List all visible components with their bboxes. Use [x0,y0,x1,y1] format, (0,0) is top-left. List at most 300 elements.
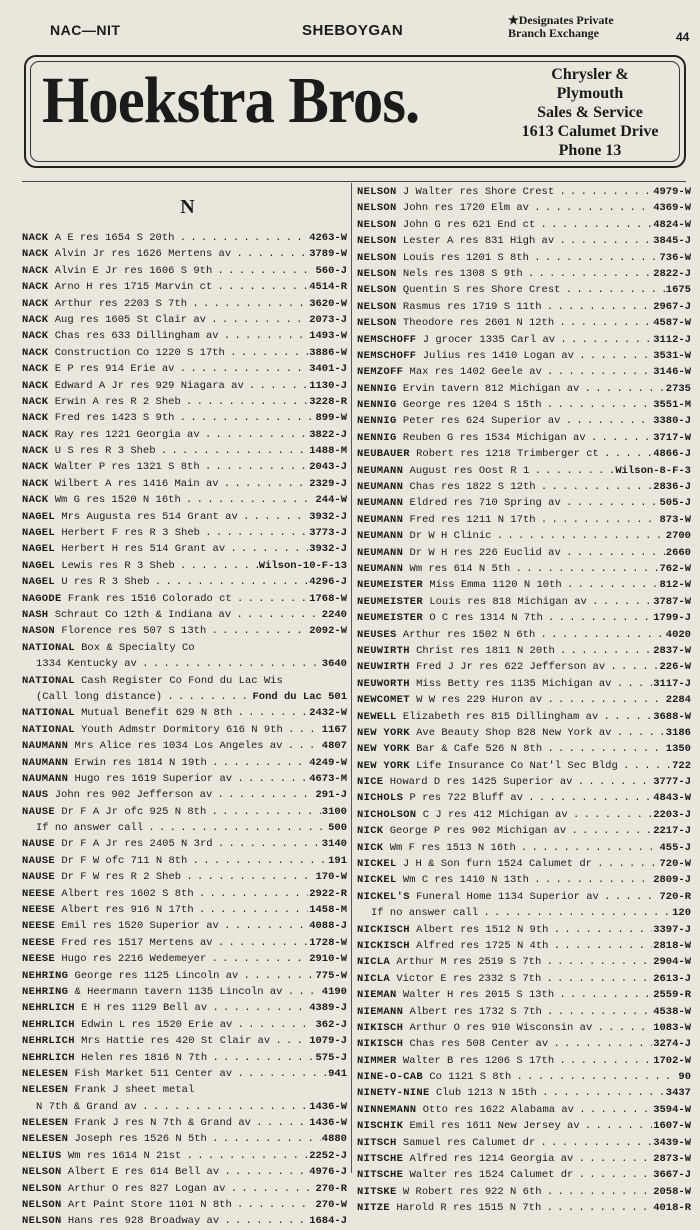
entry-text [357,823,652,839]
entry-phone: 2660 [665,546,691,559]
entry-text [357,1053,652,1069]
page-header [0,0,700,46]
entry-phone: 1436-W [309,1117,347,1130]
entry-phone: 3401-J [309,363,347,376]
entry-text [22,935,308,951]
entry-text [22,574,308,590]
entry-phone: 2967-J [653,300,691,313]
entry-details: (Call long distance) [36,690,163,703]
entry-phone: 2822-J [653,267,691,280]
entry-phone: 2613-J [653,972,691,985]
entry-text [357,250,658,266]
entry-text [22,804,321,820]
entry-details: Reuben G res 1534 Michigan av [402,431,586,444]
directory-entry [22,771,347,787]
entry-details: Florence res 507 S 13th [61,625,207,638]
entry-surname: NACK [22,395,49,408]
directory-entry [22,492,347,508]
entry-details: Max res 1402 Geele av [409,366,542,379]
entry-phone: 3932-J [309,510,347,523]
entry-text [22,1164,308,1180]
entry-text [22,492,314,508]
entry-phone: 1684-J [309,1215,347,1228]
directory-entry [357,987,691,1003]
entry-text [357,1020,652,1036]
entry-surname: NATIONAL [22,707,75,720]
entry-phone: 560-J [315,264,347,277]
entry-details: Wilbert A res 1416 Main av [54,477,219,490]
entry-details: Albert E res 614 Bell av [67,1166,220,1179]
entry-text [22,279,308,295]
entry-text [357,217,652,233]
entry-text [22,410,314,426]
directory-entry [357,840,691,856]
entry-surname: NIMMER [357,1054,397,1067]
entry-phone: 2910-W [309,953,347,966]
entry-phone: Wilson-8-F-3 [615,464,691,477]
entry-phone: 2092-W [309,625,347,638]
entry-phone: 455-J [659,841,691,854]
entry-details: Louis res 1201 S 8th [402,251,529,264]
directory-entry [22,1164,347,1180]
entry-details: Wm res 614 N 5th [409,562,511,575]
entry-surname: NICKEL [357,874,397,887]
directory-entry [357,1085,691,1101]
entry-surname: NICHOLS [357,792,404,805]
entry-phone: 1350 [665,743,691,756]
entry-details: George P res 902 Michigan av [389,825,567,838]
entry-surname: NICK [357,841,384,854]
entry-details: Erwin A res R 2 Sheb [54,395,181,408]
legend-line-1: ★Designates Private [508,13,614,27]
entry-surname: NELIUS [22,1149,62,1162]
entry-details: Fred res 1211 N 17th [409,513,536,526]
entry-details: Wm res 1614 N 21st [67,1149,182,1162]
entry-phone: 4190 [321,985,347,998]
entry-text [22,427,308,443]
entry-phone: 1607-W [653,1120,691,1133]
directory-entry [357,774,691,790]
entry-text [22,722,321,738]
entry-surname: NEESE [22,953,56,966]
entry-text [22,836,321,852]
directory-entry [357,1036,691,1052]
entry-text [357,790,652,806]
entry-surname: NIKISCH [357,1021,404,1034]
entry-phone: 722 [672,759,691,772]
entry-phone: 170-W [315,871,347,884]
directory-entry [357,217,691,233]
entry-details: Peter res 624 Superior av [402,415,561,428]
entry-text [22,869,314,885]
directory-entry [22,951,347,967]
directory-entry [357,807,691,823]
directory-entry [22,410,347,426]
entry-surname: NIEMAN [357,989,397,1002]
entry-phone: 2559-R [653,989,691,1002]
section-divider [22,181,686,182]
entry-phone: 1130-J [309,379,347,392]
entry-phone: 3274-J [653,1038,691,1051]
entry-text [22,1017,314,1033]
entry-details: Miss Emma 1120 N 10th [429,579,562,592]
entry-surname: NICKISCH [357,923,410,936]
entry-details: J grocer 1335 Carl av [422,333,556,346]
entry-text [22,902,308,918]
directory-entry [22,509,347,525]
entry-details: Fred res 1423 S 9th [54,412,175,425]
entry-phone: 2058-W [653,1185,691,1198]
directory-entry [22,787,347,803]
entry-phone: 4088-J [309,920,347,933]
entry-phone: 191 [328,854,347,867]
entry-surname: NEW YORK [357,759,410,772]
entry-details: Arno H res 1715 Marvin ct [54,281,213,294]
ad-line-4: 1613 Calumet Drive [521,123,659,140]
entry-phone: 3594-W [653,1103,691,1116]
entry-phone: 3380-J [653,415,691,428]
entry-text [22,541,308,557]
entry-text [22,509,308,525]
directory-entry [357,364,691,380]
directory-entry [22,689,347,705]
entry-phone: 362-J [315,1018,347,1031]
entry-text [22,623,308,639]
entry-details: Bar & Cafe 526 N 8th [416,743,543,756]
entry-text [371,905,671,921]
entry-phone: 2240 [321,608,347,621]
entry-surname: NELSON [357,284,397,297]
entry-surname: NEHRLICH [22,1018,75,1031]
directory-entry [357,479,691,495]
entry-surname: NACK [22,461,49,474]
entry-details: Helen res 1816 N 7th [81,1051,208,1064]
entry-details: O C res 1314 N 7th [429,612,543,625]
directory-entry [357,495,691,511]
entry-surname: NELSON [357,235,397,248]
directory-entry [357,938,691,954]
entry-phone: 1436-W [309,1100,347,1113]
entry-details: W W res 229 Huron av [416,694,543,707]
entry-surname: NEESE [22,887,56,900]
entry-phone: 3822-J [309,428,347,441]
entry-surname: NAGODE [22,592,62,605]
entry-text [22,1197,314,1213]
entry-phone: 3688-W [653,710,691,723]
entry-phone: 775-W [315,969,347,982]
entry-phone: 941 [328,1067,347,1080]
ad-line-3: Sales & Service [537,104,643,121]
entry-details: C J res 412 Michigan av [422,808,568,821]
entry-text [22,787,314,803]
entry-details: Arthur res 1502 N 6th [402,628,536,641]
directory-entry [357,1053,691,1069]
entry-details: Lester A res 831 High av [402,235,555,248]
directory-entry [357,922,691,938]
entry-phone: 4018-R [653,1202,691,1215]
entry-phone: 3117-J [653,677,691,690]
entry-details: John G res 621 End ct [402,218,536,231]
entry-details: Emil res 1611 New Jersey av [409,1120,580,1133]
entry-details: Aug res 1605 St Clair av [54,313,206,326]
entry-text [357,676,652,692]
directory-entry [22,361,347,377]
directory-entry [22,738,347,754]
entry-text [357,594,652,610]
entry-details: Albert res 1512 N 9th [416,923,549,936]
entry-details: E P res 914 Erie av [54,363,175,376]
entry-phone: 4976-J [309,1166,347,1179]
entry-text [357,889,658,905]
directory-entry [357,823,691,839]
entry-phone: 899-W [315,412,347,425]
entry-surname: NEUWIRTH [357,644,410,657]
entry-text [22,771,308,787]
entry-surname: NELSON [357,267,397,280]
entry-details: A E res 1654 S 20th [54,232,175,244]
entry-text [22,296,308,312]
entry-text [357,758,671,774]
directory-entry [22,1197,347,1213]
entry-text [357,381,665,397]
directory-entry [22,443,347,459]
entry-surname: NELSON [22,1215,62,1228]
directory-entry [357,397,691,413]
entry-phone: 291-J [315,789,347,802]
entry-details: Theodore res 2601 N 12th [402,317,555,330]
entry-surname: NACK [22,248,49,261]
directory-entry [357,676,691,692]
directory-entry [357,692,691,708]
entry-phone: 2904-W [653,956,691,969]
entry-text [357,512,658,528]
entry-text [357,545,665,561]
entry-text [357,709,652,725]
entry-phone: 1167 [321,723,347,736]
entry-surname: NATIONAL [22,723,75,736]
entry-details: Wm F res 1513 N 16th [389,841,516,854]
entry-details: Club 1213 N 15th [435,1087,537,1100]
entry-details: Mrs Augusta res 514 Grant av [61,510,238,523]
directory-entry [357,430,691,446]
entry-phone: 2073-J [309,313,347,326]
entry-details: If no answer call [371,907,479,920]
entry-phone: 3397-J [653,923,691,936]
entry-phone: 3228-R [309,395,347,408]
directory-entry [357,790,691,806]
directory-entry [22,804,347,820]
entry-surname: NELSON [357,202,397,215]
entry-details: Otto res 1622 Alabama av [422,1103,574,1116]
entry-details: Dr F W res R 2 Sheb [61,871,182,884]
directory-entry [22,230,347,246]
left-entry-list [22,230,347,1230]
entry-details: Miss Betty res 1135 Michigan av [416,677,612,690]
directory-entry [22,1050,347,1066]
ad-line-1: Chrysler & [551,66,629,83]
directory-entry [357,545,691,561]
entry-details: Alvin Jr res 1626 Mertens av [54,248,232,261]
entry-details: Walter H res 2015 S 13th [402,989,555,1002]
directory-entry [22,918,347,934]
entry-phone: 720-W [659,858,691,871]
entry-details: If no answer call [36,822,144,835]
entry-phone: 244-W [315,494,347,507]
entry-details: Chas res 508 Center av [409,1038,549,1051]
entry-details: Albert res 1732 S 7th [409,1005,542,1018]
entry-text [22,328,308,344]
entry-text [357,725,665,741]
entry-details: Elizabeth res 815 Dillingham av [402,710,599,723]
entry-details: Joseph res 1526 N 5th [74,1133,207,1146]
entry-details: Alfred res 1725 N 4th [416,939,549,952]
entry-text [357,332,652,348]
entry-phone: 2809-J [653,874,691,887]
entry-text [357,1102,652,1118]
entry-surname: NICHOLSON [357,808,417,821]
directory-entry [22,1115,347,1131]
entry-surname: NEUMANN [357,464,404,477]
entry-phone: 226-W [659,661,691,674]
entry-text [22,263,314,279]
entry-phone: 720-R [659,890,691,903]
entry-details: U S res R 3 Sheb [54,445,156,458]
entry-details: Emil res 1520 Superior av [61,920,219,933]
entry-text [22,1213,308,1229]
entry-phone: 3886-W [309,346,347,359]
entry-text [357,922,652,938]
entry-details: E H res 1129 Bell av [81,1002,208,1015]
entry-phone: 3717-W [653,431,691,444]
entry-phone: 4296-J [309,576,347,589]
directory-entry [22,1066,347,1082]
entry-details: Dr W H res 226 Euclid av [409,546,561,559]
entry-surname: NITSCHE [357,1153,404,1166]
entry-text [357,266,652,282]
directory-entry [22,836,347,852]
entry-text [36,820,327,836]
entry-phone: 4824-W [653,218,691,231]
entry-text [357,1151,652,1167]
entry-phone: 4020 [665,628,691,641]
entry-surname: NATIONAL [22,641,75,654]
entry-details: Herbert F res R 3 Sheb [61,527,200,540]
entry-text [22,525,308,541]
entry-surname: NACK [22,363,49,376]
entry-text [22,755,308,771]
directory-entry [22,1033,347,1049]
entry-phone: 3146-W [653,366,691,379]
entry-text [357,348,652,364]
entry-surname: NAUMANN [22,756,69,769]
entry-surname: NELSON [22,1182,62,1195]
entry-details: Fred res 1517 Mertens av [61,936,213,949]
entry-text [22,607,321,623]
entry-details: Fred J Jr res 622 Jefferson av [416,661,606,674]
entry-details: Frank J sheet metal [74,1084,195,1097]
entry-surname: NICLA [357,956,391,969]
directory-entry [357,266,691,282]
directory-entry [22,640,347,656]
directory-entry [22,427,347,443]
entry-details: Ervin tavern 812 Michigan av [402,382,580,395]
entry-phone: 1768-W [309,592,347,605]
entry-phone: 120 [672,907,691,920]
entry-text [22,1033,308,1049]
entry-surname: NEESE [22,920,56,933]
entry-surname: NINE-O-CAB [357,1071,424,1084]
entry-text [357,1004,652,1020]
entry-text [36,656,321,672]
entry-surname: NINETY-NINE [357,1087,430,1100]
entry-phone: 3640 [321,658,347,671]
entry-details: John res 1720 Elm av [402,202,529,215]
directory-entry [357,381,691,397]
entry-text [22,591,308,607]
directory-entry [357,758,691,774]
entry-surname: NEUMANN [357,530,404,543]
entry-phone: 1702-W [653,1054,691,1067]
entry-surname: NISCHIK [357,1120,404,1133]
entry-surname: NEHRING [22,969,69,982]
entry-phone: 3773-J [309,527,347,540]
directory-entry [22,1213,347,1229]
entry-details: Edwin L res 1520 Erie av [81,1018,233,1031]
directory-entry [357,971,691,987]
legend-line-2: Branch Exchange [508,26,600,40]
entry-phone: 3186 [665,726,691,739]
entry-surname: NAGEL [22,510,56,523]
entry-surname: NEHRLICH [22,1002,75,1015]
directory-entry [357,594,691,610]
entry-surname: NICLA [357,972,391,985]
entry-phone: 2922-R [309,887,347,900]
entry-text [357,315,652,331]
entry-text [357,200,652,216]
entry-text [22,1181,314,1197]
entry-details: August res Oost R 1 [409,464,530,477]
entry-phone: 762-W [659,562,691,575]
entry-surname: NACK [22,297,49,310]
directory-entry [357,741,691,757]
entry-phone: 3437 [665,1087,691,1100]
entry-text [22,394,308,410]
directory-entry [357,1004,691,1020]
directory-entry [22,902,347,918]
directory-entry [357,725,691,741]
directory-entry [22,378,347,394]
entry-text [22,673,347,689]
entry-details: Mutual Benefit 629 N 8th [81,707,233,720]
entry-phone: 812-W [659,579,691,592]
entry-details: Lewis res R 3 Sheb [61,559,175,572]
entry-text [357,840,658,856]
entry-phone: 1458-M [309,904,347,917]
entry-text [357,446,652,462]
entry-surname: NITSKE [357,1185,397,1198]
entry-surname: NICE [357,776,384,789]
entry-text [357,872,652,888]
entry-text [357,692,665,708]
entry-text [357,184,652,200]
entry-text [357,577,658,593]
entry-phone: 270-W [315,1199,347,1212]
entry-text [22,968,314,984]
entry-text [22,951,308,967]
entry-surname: NAUS [22,789,49,802]
entry-details: J Walter res Shore Crest [402,186,555,198]
entry-surname: NENNIG [357,431,397,444]
